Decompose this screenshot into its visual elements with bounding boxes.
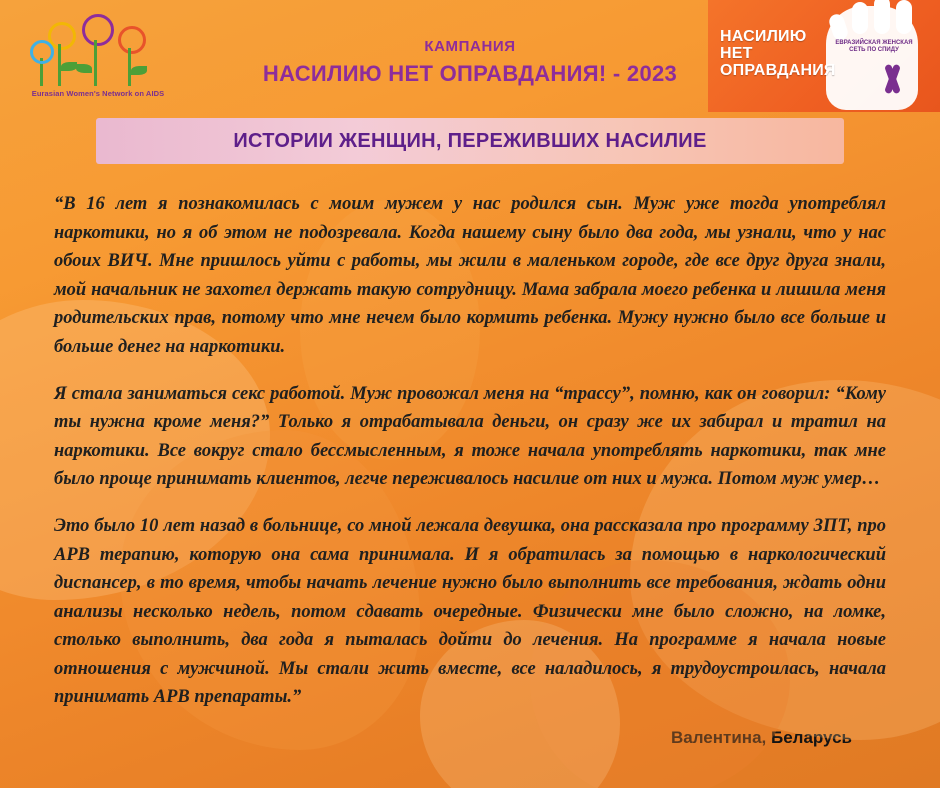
section-title-bar — [96, 118, 844, 164]
campaign-logo-text — [720, 28, 836, 79]
story-paragraph: “В 16 лет я познакомилась с моим мужем у нас родился сын. Муж уже тогда употреблял наркотики, но я об этом не подозревала. Когда нашему сыну было два года, мы узнали, что у нас обоих ВИЧ. Мне пришлось уйти с работы, мы жили в маленьком городе, где все друг друга знали, мой начальник не захотел держать такую сотрудницу. Мама забрала моего ребенка и лишила меня родительских прав, потому что мне нечем было кормить ребенка. Мужу нужно было все больше и больше денег на наркотики. — [54, 194, 886, 357]
campaign-logo-small-text: ЕВРАЗИЙСКАЯ ЖЕНСКАЯ СЕТЬ ПО СПИДУ — [835, 40, 913, 53]
story-paragraph: Это было 10 лет назад в больнице, со мной лежала девушка, она рассказала про программу ЗПТ, про АРВ терапию, которую она сама принимала. И я обратилась за помощью в наркологический диспансер, в то время, чтобы начать лечение нужно было выполнить все требования, ждать одни анализы несколько недель, потом сдавать очередные. Физически мне было сложно, на ломке, столько выполнить, два года я пыталась дойти до лечения. На программе я начала новые отношения с мужчиной. Мы стали жить вместе, все наладилось, я трудоустроилась, начала принимать АРВ препараты.” — [54, 516, 886, 707]
poster-header — [0, 0, 940, 112]
story-paragraph: Я стала заниматься секс работой. Муж провожал меня на “трассу”, помню, как он говорил: “Кому ты нужна кроме меня?” Только я отрабатывала деньги, он сразу же их забирал и тратил на наркотики. Все вокруг стало бессмысленным, я тоже начала употреблять наркотики, так мне было проще принимать клиентов, легче переживалось насилие от них и мужа. Потом муж умер… — [54, 383, 886, 489]
hand-finger — [874, 0, 890, 34]
ewna-logo-caption: Eurasian Women's Network on AIDS — [31, 89, 165, 98]
campaign-logo-line-3: ОПРАВДАНИЯ — [720, 62, 836, 79]
campaign-logo-line-1: НАСИЛИЮ — [720, 28, 807, 45]
story-signature: Валентина, Беларусь — [671, 727, 852, 747]
campaign-logo-line-2: НЕТ — [720, 45, 753, 62]
campaign-logo — [708, 0, 940, 112]
hand-finger — [852, 2, 868, 34]
campaign-title: НАСИЛИЮ НЕТ ОПРАВДАНИЯ! - 2023 — [262, 61, 678, 86]
section-title: ИСТОРИИ ЖЕНЩИН, ПЕРЕЖИВШИХ НАСИЛИЕ — [233, 129, 707, 152]
campaign-kicker: КАМПАНИЯ — [424, 38, 516, 55]
purple-ribbon-icon — [880, 56, 906, 96]
story-body — [54, 190, 886, 712]
hand-finger — [896, 0, 912, 34]
